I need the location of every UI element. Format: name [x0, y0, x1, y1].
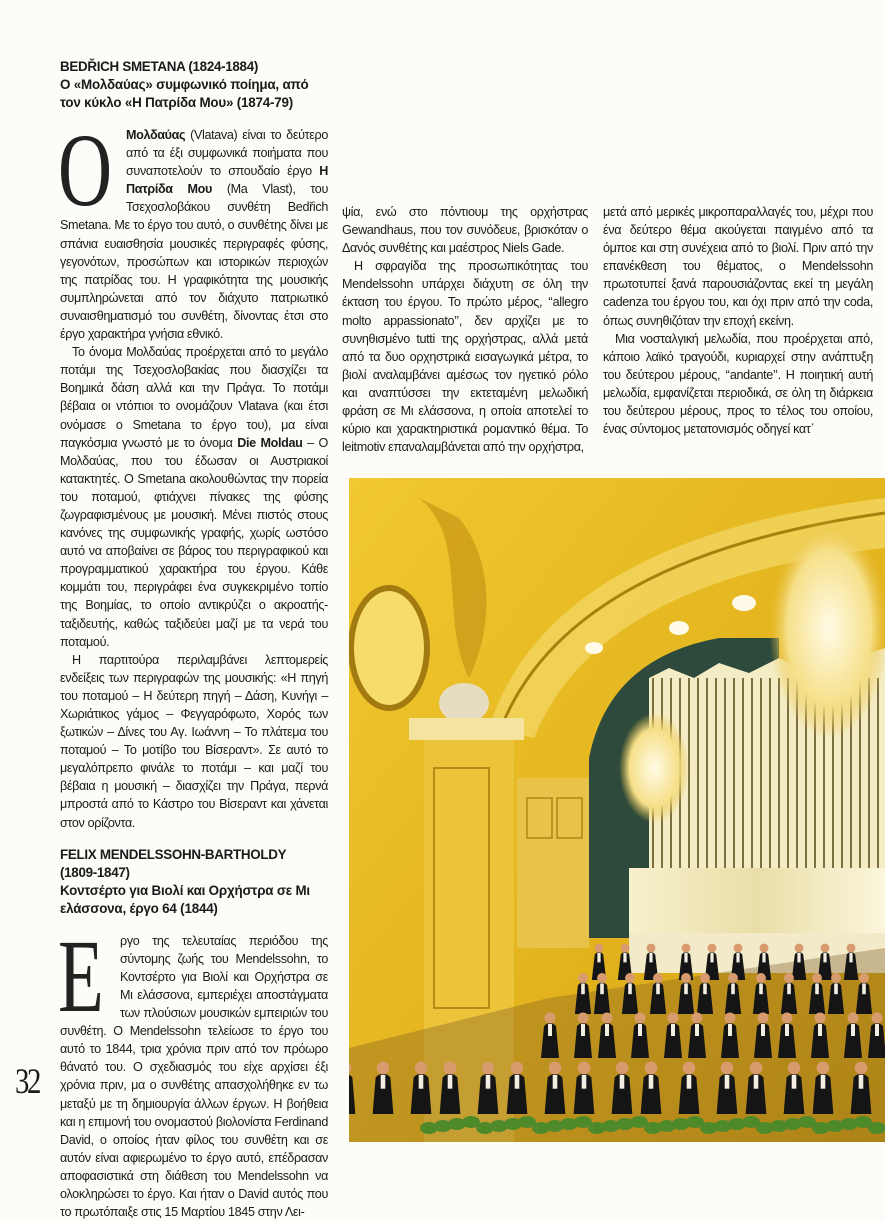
- column-capital: [409, 718, 524, 740]
- work-title-moldau: Μολδαύας: [126, 128, 186, 142]
- photo-illustration: [349, 478, 885, 1142]
- smetana-heading: BEDŘICH SMETANA (1824-1884): [60, 59, 259, 74]
- smetana-paragraph-2: Το όνομα Μολδαύας προέρχεται από το μεγάλο ποτάμι της Τσεχοσλοβακίας που διασχίζει τα Βοημικά δάση αλλά και την Πράγα. Το ποτάμι βέβαια οι ντόπιοι το ονομάζουν Vlatava (και έτσι ονόμασε ο Smetana το έργο του), μα είναι παγκόσμια γνωστό με το όνομα Die Moldau – Ο Μολδαύας, που του έδωσαν οι Αυστριακοί κατακτητές. Ο Smetana ακολουθώντας την πορεία του ποταμού, φτιάχνει πίνακες της φύσης ζωγραφισμένους με μουσική. Μένει πιστός στους κανόνες της συμφωνικής γραφής, χωρίς ωστόσο αυτό να αποβαίνει σε βάρος του περιγραφικού και προγραμματικού χαρακτήρα του έργου. Κάθε κομμάτι του, περιγράφει ένα συγκεκριμένο τοπίο της Βοημίας, το οποίο αντικρύζει ο ακροατής-ταξιδευτής, καθώς ταξιδεύει μαζί με τα νερά του ποταμού.: [60, 345, 328, 649]
- left-column: [60, 58, 328, 1221]
- chandelier-right: [769, 518, 885, 738]
- dropcap-omicron: Ο: [58, 113, 112, 228]
- mendelssohn-mid-paragraph-1: ψία, ενώ στο πόντιουμ της ορχήστρας Gewandhaus, που τον συνόδευε, βρισκόταν ο Δανός συνθέτης και μαέστρος Niels Gade.: [342, 205, 588, 256]
- work-title-ma-vlast: Η Πατρίδα Μου: [126, 164, 328, 197]
- concert-hall-photo: [349, 478, 885, 1142]
- right-column: [603, 203, 873, 438]
- mendelssohn-right-paragraph-1: μετά από μερικές μικροπαραλλαγές του, μέχρι που ένα δεύτερο θέμα ακούγεται παιγμένο από τα όμποε και στη συνέχεια από το βιολί. Πριν από την επανέκθεση του θέματος, ο Mendelssohn πρωτοτυπεί ξανά παρουσιάζοντας εκεί τη μεγάλη cadenza του έργου του, και όχι πριν από την coda, όπως συνηθιζόταν την εποχή εκείνη.: [603, 205, 873, 328]
- mendelssohn-subtitle: Κοντσέρτο για Βιολί και Ορχήστρα σε Μι ελάσσονα, έργο 64 (1844): [60, 882, 310, 916]
- oval-cartouche: [351, 588, 427, 708]
- swan-relief: [439, 683, 489, 723]
- mendelssohn-mid-paragraph-2: Η σφραγίδα της προσωπικότητας του Mendelssohn υπάρχει διάχυτη σε όλη την έκταση του έργου. Το πρώτο μέρος, ‘‘allegro molto appassionato’’, δεν αρχίζει με το συνηθισμένο tutti της ορχήστρας, αλλά μετά από τα δυο ορχηστρικά εισαγωγικά μέτρα, το βιολί αναλαμβάνει αμέσως τον ηγετικό ρόλο και αναπτύσσει την εκτεταμένη μελωδική φράση σε Μι ελάσσονα, η οποία αποτελεί το κύριο και χαρακτηριστικά ρομαντικό θέμα. Το leitmotiv επαναλαμβάνεται από την ορχήστρα,: [342, 259, 588, 455]
- organ-case: [629, 868, 885, 938]
- middle-column: [342, 203, 588, 456]
- smetana-paragraph-1: Ο Μολδαύας (Vlatava) είναι το δεύτερο από τα έξι συμφωνικά ποιήματα που συναποτελούν το σπουδαίο έργο Η Πατρίδα Μου (Ma Vlast), του Τσεχοσλοβάκου συνθέτη Bedřich Smetana. Με το έργο του αυτό, ο συνθέτης δίνει με σπάνια ευαισθησία μουσικές περιγραφές φύσης, γεγονότων, προσώπων και ιστορικών περιοχών της πατρίδας του. Η γραφικότητα της μουσικής συμπληρώνεται από τον διάχυτο πατριωτικό συναισθηματισμό του συνθέτη, δίνοντας έτσι στο έργο χαρακτήρα γνήσια εθνικό.: [58, 113, 328, 342]
- smetana-subtitle: Ο «Μολδαύας» συμφωνικό ποίημα, από τον κύκλο «Η Πατρίδα Μου» (1874-79): [60, 77, 309, 110]
- smetana-paragraph-3: Η παρτιτούρα περιλαμβάνει λεπτομερείς ενδείξεις των περιγραφών της μουσικής: «Η πηγή του ποταμού – Η δεύτερη πηγή – Δάση, Κυνήγι – Χωριάτικος γάμος – Φεγγαρόφωτο, Χορός των ξωτικών – Δίνες του Αγ. Ιωάννη – Το πλάτεμα του ποταμού – Το μοτίβο του Βίσεραντ». Σε αυτό το μεγαλόπρεπο φινάλε το ποτάμι – και μαζί του βέβαια η μουσική – διασχίζει την Πράγα, περνά μπροστά από το Κάστρο του Βίσεραντ και χάνεται στον ορίζοντα.: [60, 652, 328, 830]
- chandelier-left: [619, 713, 689, 823]
- page-number: 32: [15, 1061, 39, 1101]
- mendelssohn-right-paragraph-2: Μια νοσταλγική μελωδία, που προέρχεται από, κάποιο λαϊκό τραγούδι, κυριαρχεί στην ανάπτυξη του δεύτερου μέρους, ‘‘andante’’. Η ποιητική αυτή μελωδία, εμφανίζεται περιοδικά, σε όλη τη διάρκεια του δεύτερου μέρους, προς το τέλος του οποίου, ένας σύντομος μετατονισμός οδηγεί κατ᾿: [603, 331, 873, 437]
- dropcap-epsilon: Ε: [58, 918, 104, 1034]
- mendelssohn-paragraph-1: Ε ργο της τελευταίας περιόδου της σύντομης ζωής του Mendelssohn, το Κοντσέρτο για Βιολί και Ορχήστρα σε Μι ελάσσονα, εμπεριέχει αποστάγματα των πλούσιων μουσικών εμπειριών του συνθέτη. Ο Mendelssohn τελείωσε το έργο του αυτό το 1844, τρια χρόνια πριν από τον πρόωρο θάνατό του. Ο σχεδιασμός του είχε αρχίσει έξι χρόνια πριν, μα ο συνθέτης απασχολήθηκε εν τω μεταξύ με τη δημιουργία άλλων έργων. Η βοήθεια και η επιμονή του ονομαστού βιολονίστα Ferdinand David, ο οποίος ήταν φίλος του συνθέτη και σε αυτόν είναι αφιερωμένο το έργο αυτό, επέδρασαν αποφασιστικά στη διάθεση του Mendelssohn να ολοκληρώσει το έργο. Και ήταν ο David αυτός που το πρωτόπαιξε στις 15 Μαρτίου 1845 στην Λει-: [58, 918, 328, 1220]
- mendelssohn-heading: FELIX MENDELSSOHN-BARTHOLDY (1809-1847): [60, 846, 287, 880]
- die-moldau-bold: Die Moldau: [237, 435, 303, 450]
